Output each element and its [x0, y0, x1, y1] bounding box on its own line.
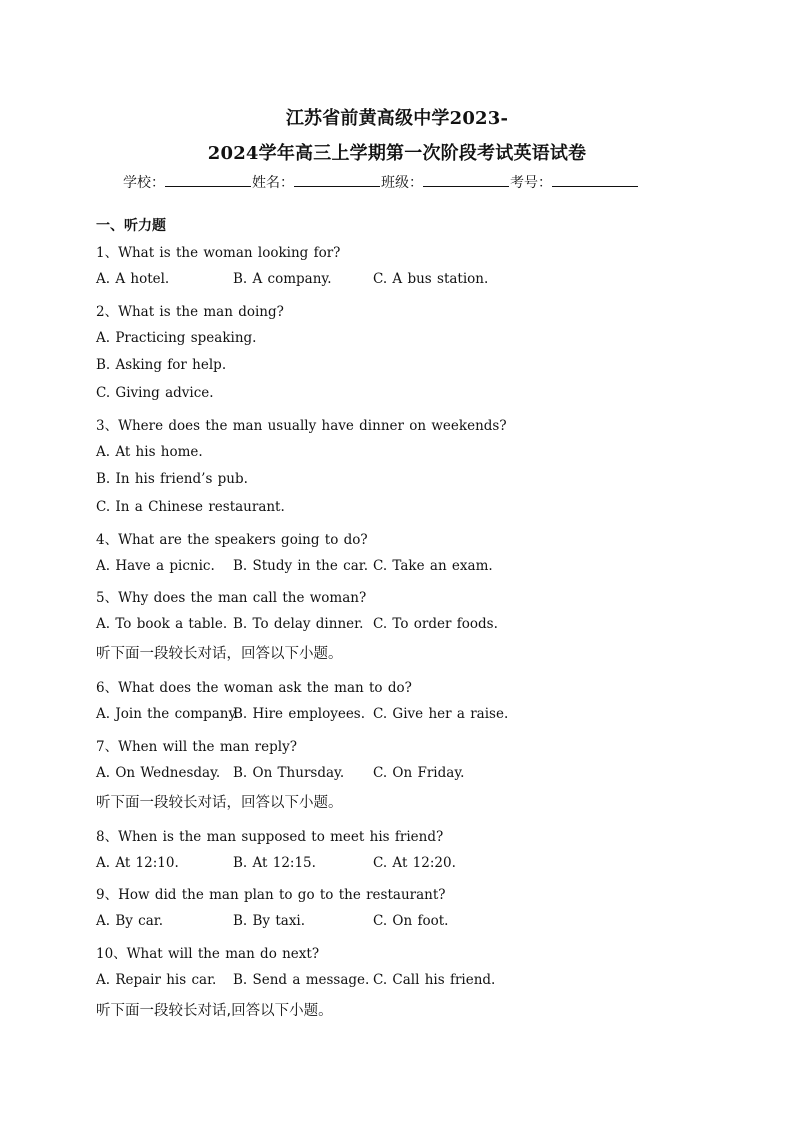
exam-title-line-2: 2024学年高三上学期第一次阶段考试英语试卷	[207, 143, 587, 164]
option-b: B. To delay dinner.	[233, 616, 364, 632]
option-c: C. A bus station.	[373, 271, 489, 287]
question-10: 10、What will the man do next?	[96, 946, 320, 962]
option-c: C. On foot.	[373, 913, 449, 929]
exam-title-line-1: 江苏省前黄高级中学2023-	[285, 108, 509, 129]
question-2-option-b: B. Asking for help.	[96, 357, 227, 373]
option-c: C. Call his friend.	[373, 972, 496, 988]
option-a: A. Repair his car.	[96, 972, 217, 988]
question-3-option-c: C. In a Chinese restaurant.	[96, 499, 285, 515]
option-c: C. Take an exam.	[373, 558, 493, 574]
option-b: B. At 12:15.	[233, 855, 316, 871]
option-a: A. Have a picnic.	[96, 558, 215, 574]
option-b: B. Study in the car.	[233, 558, 369, 574]
question-6: 6、What does the woman ask the man to do?	[96, 680, 412, 696]
question-5: 5、Why does the man call the woman?	[96, 590, 367, 606]
option-c: C. At 12:20.	[373, 855, 456, 871]
question-2-option-a: A. Practicing speaking.	[96, 330, 257, 346]
option-c: C. On Friday.	[373, 765, 465, 781]
option-a: A. To book a table.	[96, 616, 228, 632]
option-c: C. Give her a raise.	[373, 706, 509, 722]
question-2-option-c: C. Giving advice.	[96, 385, 214, 401]
option-b: B. By taxi.	[233, 913, 306, 929]
exam-number-blank[interactable]	[552, 172, 638, 187]
school-blank[interactable]	[165, 172, 251, 187]
option-a: A. Join the company.	[96, 706, 239, 722]
name-label: 姓名：	[252, 175, 294, 191]
section-heading-listening: 一、听力题	[96, 218, 166, 234]
option-a: A. A hotel.	[96, 271, 170, 287]
instruction-note-1: 听下面一段较长对话，回答以下小题。	[96, 646, 343, 662]
class-blank[interactable]	[423, 172, 509, 187]
option-a: A. By car.	[96, 913, 164, 929]
question-3-option-a: A. At his home.	[96, 444, 203, 460]
question-1: 1、What is the woman looking for?	[96, 245, 341, 261]
instruction-note-3: 听下面一段较长对话,回答以下小题。	[96, 1003, 333, 1019]
option-b: B. A company.	[233, 271, 332, 287]
class-label: 班级：	[381, 175, 423, 191]
option-a: A. At 12:10.	[96, 855, 179, 871]
question-4: 4、What are the speakers going to do?	[96, 532, 368, 548]
question-2: 2、What is the man doing?	[96, 304, 284, 320]
school-label: 学校：	[123, 175, 165, 191]
exam-number-label: 考号：	[510, 175, 552, 191]
question-3-option-b: B. In his friend’s pub.	[96, 471, 248, 487]
question-8: 8、When is the man supposed to meet his friend?	[96, 829, 444, 845]
option-b: B. On Thursday.	[233, 765, 345, 781]
student-info-row	[123, 172, 639, 192]
instruction-note-2: 听下面一段较长对话，回答以下小题。	[96, 795, 343, 811]
question-3: 3、Where does the man usually have dinner on weekends?	[96, 418, 507, 434]
question-7: 7、When will the man reply?	[96, 739, 297, 755]
option-b: B. Send a message.	[233, 972, 370, 988]
option-c: C. To order foods.	[373, 616, 498, 632]
question-9: 9、How did the man plan to go to the restaurant?	[96, 887, 446, 903]
option-b: B. Hire employees.	[233, 706, 366, 722]
name-blank[interactable]	[294, 172, 380, 187]
option-a: A. On Wednesday.	[96, 765, 221, 781]
